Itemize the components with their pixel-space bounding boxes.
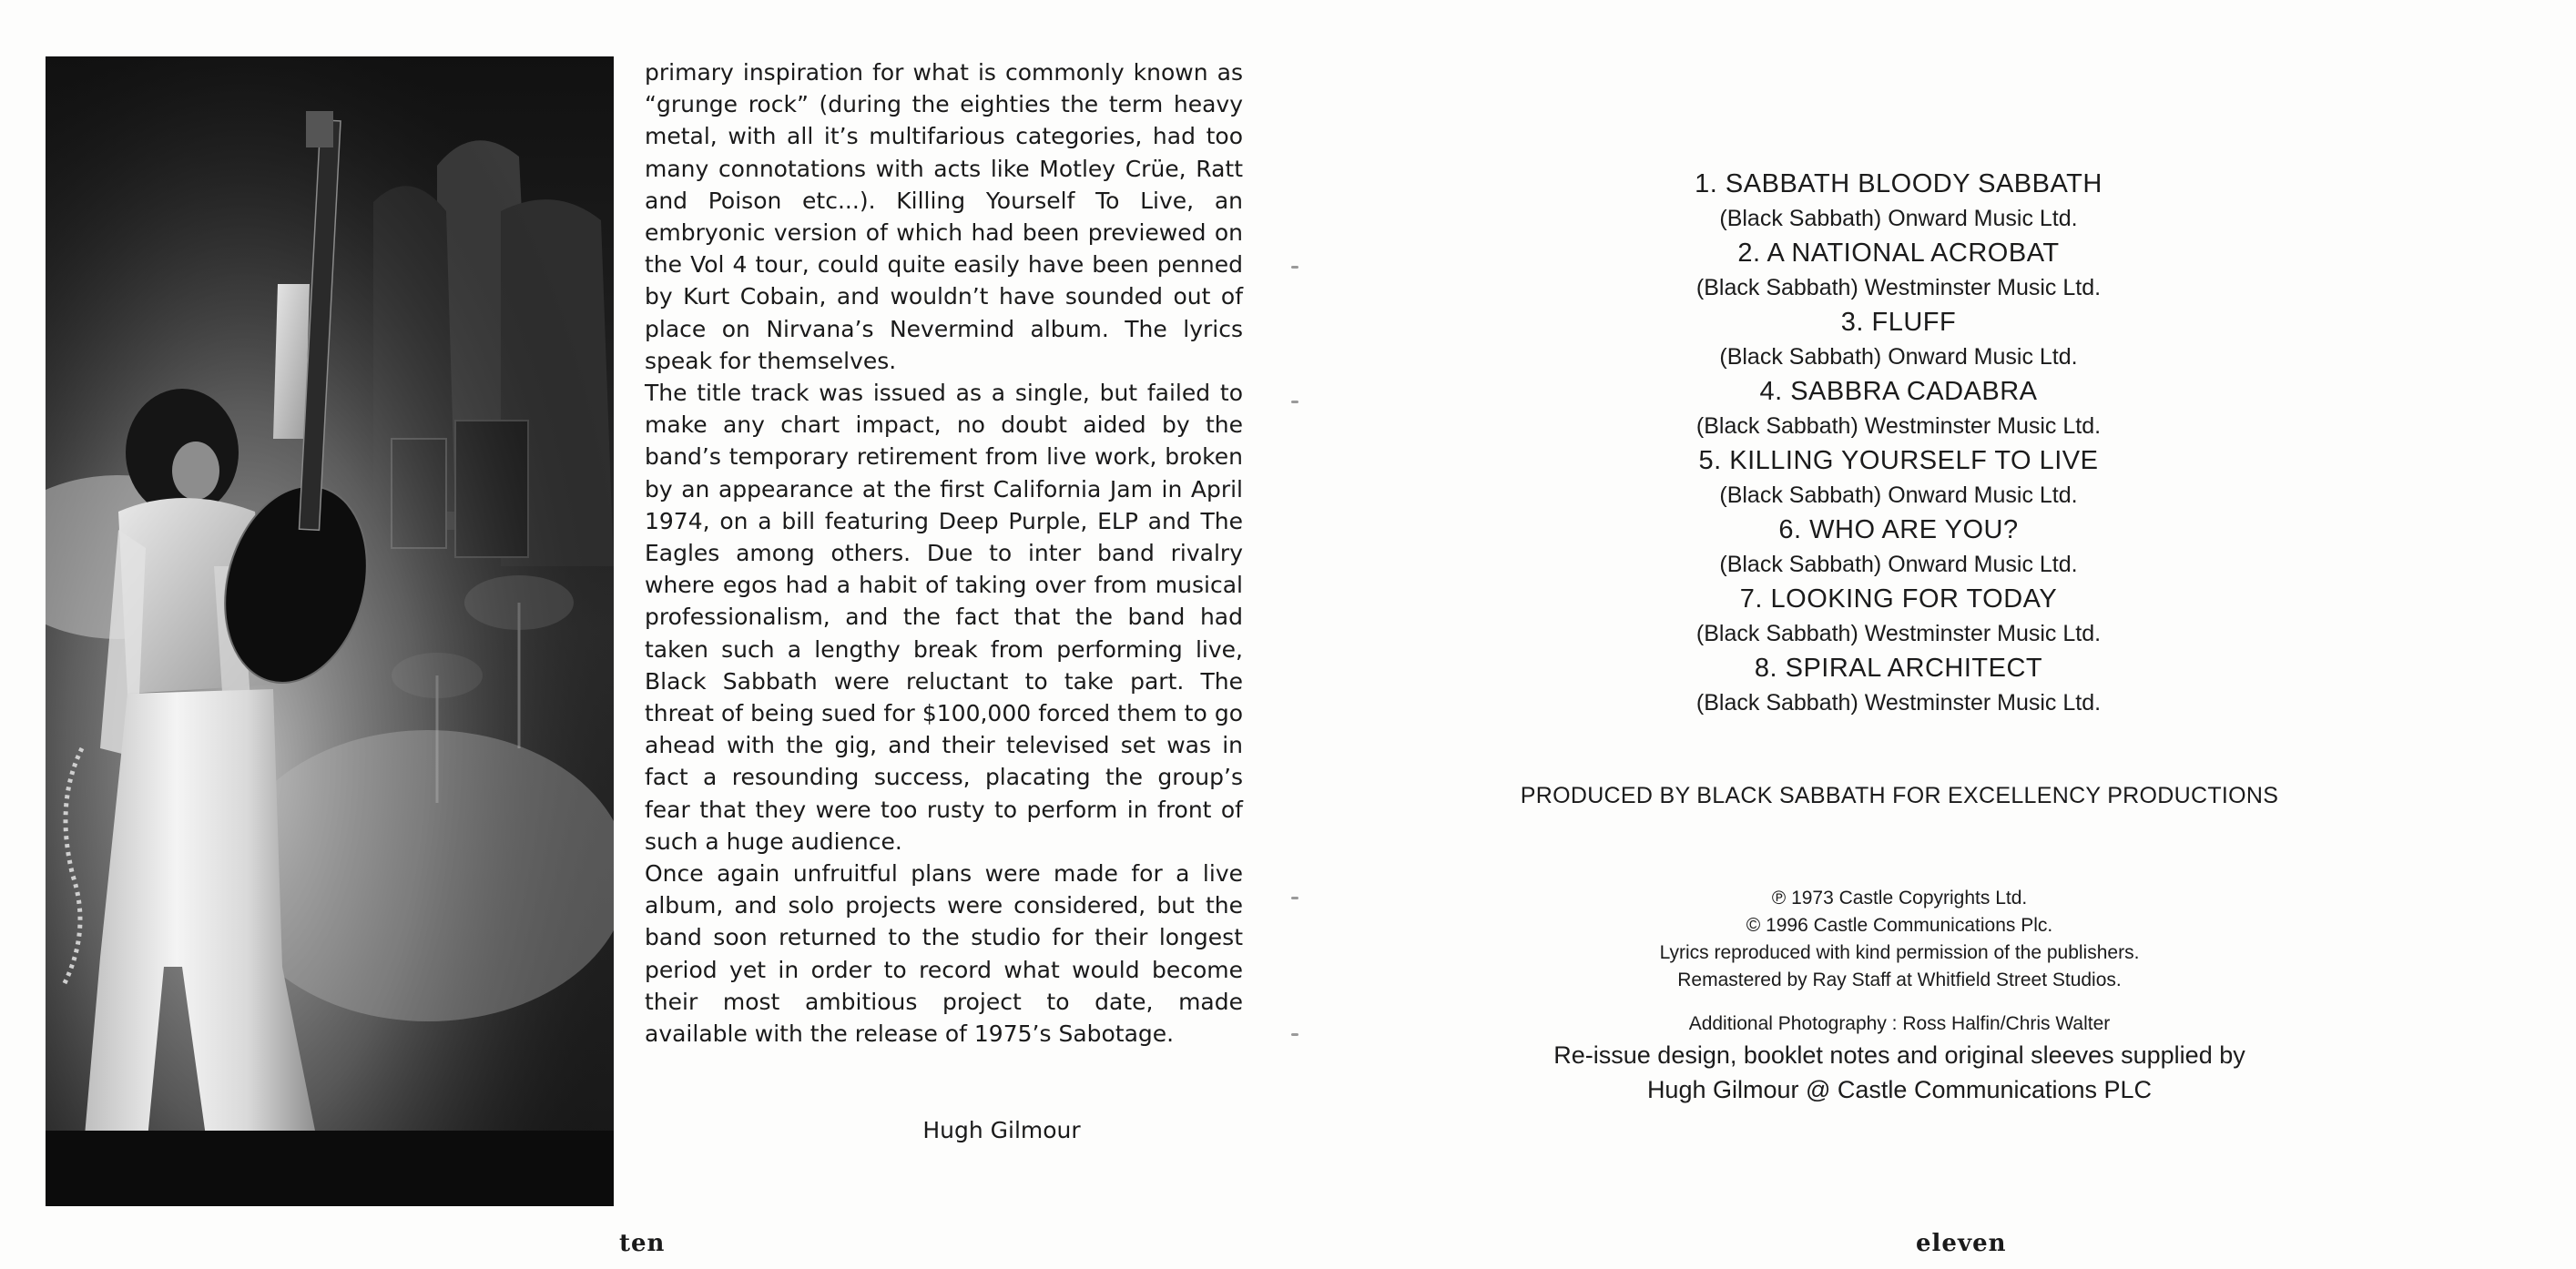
track-entry bbox=[1443, 513, 2354, 583]
track-publisher: (Black Sabbath) Onward Music Ltd. bbox=[1719, 482, 2078, 508]
track-entry bbox=[1443, 168, 2354, 237]
page-number-right: eleven bbox=[1916, 1230, 2007, 1257]
concert-photo bbox=[46, 56, 614, 1206]
essay-text bbox=[645, 56, 1243, 1050]
track-publisher: (Black Sabbath) Westminster Music Ltd. bbox=[1695, 413, 2102, 439]
track-title: 2. A NATIONAL ACROBAT bbox=[1737, 239, 2060, 268]
track-publisher: (Black Sabbath) Westminster Music Ltd. bbox=[1695, 275, 2102, 300]
track-publisher: (Black Sabbath) Westminster Music Ltd. bbox=[1695, 621, 2102, 646]
credits-block bbox=[1444, 885, 2355, 1107]
remaster-line: Remastered by Ray Staff at Whitfield Street Studios. bbox=[1677, 970, 2122, 990]
track-title: 4. SABBRA CADABRA bbox=[1759, 377, 2038, 406]
essay-paragraph: The title track was issued as a single, but failed to make any chart impact, no doubt aided by the band’s temporary retirement from live work, broken by an appearance at the first California Jam in April 1974, on a bill featuring Deep Purple, ELP and The Eagles among others. Due to inter band rivalry where egos had a habit of taking over from musical professionalism, and the fact that the band had taken such a lengthy break from performing live, Black Sabbath were reluctant to take part. The threat of being sued for $100,000 forced them to go ahead with the gig, and their televised set was in fact a resounding success, placating the group’s fear that they were too rusty to perform in front of such a huge audience. bbox=[645, 380, 1243, 855]
track-entry bbox=[1443, 583, 2354, 652]
track-entry bbox=[1443, 652, 2354, 721]
track-title: 7. LOOKING FOR TODAY bbox=[1739, 584, 2058, 614]
copyright-line: © 1996 Castle Communications Plc. bbox=[1746, 915, 2053, 936]
track-publisher: (Black Sabbath) Onward Music Ltd. bbox=[1719, 206, 2078, 231]
track-entry bbox=[1443, 444, 2354, 513]
page-number-left: ten bbox=[619, 1230, 666, 1257]
track-publisher: (Black Sabbath) Westminster Music Ltd. bbox=[1695, 690, 2102, 716]
track-entry bbox=[1443, 375, 2354, 444]
lyrics-permission-line: Lyrics reproduced with kind permission of the publishers. bbox=[1659, 942, 2140, 963]
essay-paragraph: primary inspiration for what is commonly known as “grunge rock” (during the eighties the term heavy metal, with all it’s multifarious categories, had too many connotations with acts like Motley Crüe, Ratt and Poison etc...). Killing Yourself To Live, an embryonic version of which had been previewed on the Vol 4 tour, could quite easily have been penned by Kurt Cobain, and wouldn’t have sounded out of place on Nirvana’s Nevermind album. The lyrics speak for themselves. bbox=[645, 59, 1243, 374]
reissue-credit-line-1: Re-issue design, booklet notes and original sleeves supplied by bbox=[1553, 1041, 2245, 1069]
track-title: 6. WHO ARE YOU? bbox=[1778, 515, 2019, 544]
track-title: 5. KILLING YOURSELF TO LIVE bbox=[1698, 446, 2099, 475]
track-publisher: (Black Sabbath) Onward Music Ltd. bbox=[1719, 344, 2078, 370]
photography-credit: Additional Photography : Ross Halfin/Chris Walter bbox=[1688, 1013, 2111, 1034]
producer-credit: PRODUCED BY BLACK SABBATH FOR EXCELLENCY PRODUCTIONS bbox=[1520, 783, 2279, 808]
track-title: 8. SPIRAL ARCHITECT bbox=[1754, 654, 2043, 683]
tracklist bbox=[1443, 168, 2354, 721]
reissue-credit-line-2: Hugh Gilmour @ Castle Communications PLC bbox=[1646, 1076, 2153, 1103]
track-entry bbox=[1443, 237, 2354, 306]
track-title: 1. SABBATH BLOODY SABBATH bbox=[1695, 169, 2103, 198]
track-title: 3. FLUFF bbox=[1840, 308, 1957, 337]
essay-paragraph: Once again unfruitful plans were made for a live album, and solo projects were considered, but the band soon returned to the studio for their longest period yet in order to record what would become their most ambitious project to date, made available with the release of 1975’s Sabotage. bbox=[645, 860, 1243, 1048]
track-publisher: (Black Sabbath) Onward Music Ltd. bbox=[1719, 552, 2078, 577]
track-entry bbox=[1443, 306, 2354, 375]
phonogram-line: ℗ 1973 Castle Copyrights Ltd. bbox=[1771, 888, 2028, 909]
author-signature: Hugh Gilmour bbox=[922, 1117, 1081, 1143]
